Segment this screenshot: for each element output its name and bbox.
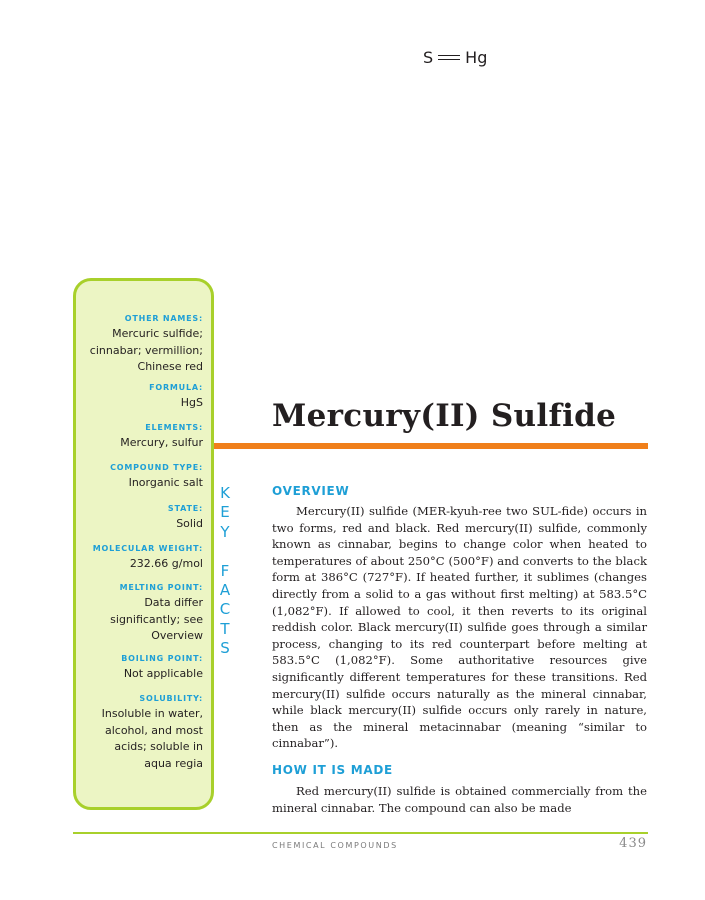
sulfur-atom: S xyxy=(423,48,434,67)
fact-label: MELTING POINT: xyxy=(119,583,203,592)
key-facts-vertical-title xyxy=(217,484,233,659)
fact-label: OTHER NAMES: xyxy=(124,314,203,323)
section-heading-overview: OVERVIEW xyxy=(272,484,350,498)
key-facts-letter: E xyxy=(220,503,230,522)
overview-paragraph: Mercury(II) sulfide (MER-kyuh-ree two SUL-fide) occurs in two forms, red and black. Red mercury(II) sulfide, commonly known as cinnabar, begins to change color when heated to temperatures of about 250°C (500°F) and converts to the black form at 386°C (727°F). If heated further, it sublimes (changes directly from a solid to a gas without first melting) at 583.5°C (1,082°F). If allowed to cool, it then reverts to its original reddish color. Black mercury(II) sulfide goes through a similar process, changing to its red counterpart before melting at 583.5°C (1,082°F). Some authoritative resources give significantly different temperatures for these transitions. Red mercury(II) sulfide occurs naturally as the mineral cinnabar, while black mercury(II) sulfide occurs only rarely in nature, then as the mineral metacinnabar (meaning “similar to cinnabar”). xyxy=(272,504,647,751)
fact-boiling-point xyxy=(121,653,203,683)
key-facts-letter: K xyxy=(220,484,230,502)
fact-state xyxy=(168,503,203,533)
key-facts-letter xyxy=(217,542,233,561)
key-facts-sidebar xyxy=(73,278,214,810)
fact-other-names xyxy=(90,313,203,376)
fact-label: BOILING POINT: xyxy=(121,654,203,663)
key-facts-letter: Y xyxy=(220,522,230,541)
key-facts-letter: F xyxy=(220,561,230,580)
fact-value: Not applicable xyxy=(123,667,203,680)
title-underline xyxy=(214,443,648,449)
page-title: Mercury(II) Sulfide xyxy=(272,398,617,434)
fact-value: HgS xyxy=(180,396,203,409)
fact-value: Solid xyxy=(176,517,203,530)
fact-compound-type xyxy=(110,462,203,492)
fact-elements xyxy=(120,422,203,452)
fact-value: Mercury, sulfur xyxy=(120,436,203,449)
fact-value: Insoluble in water, alcohol, and most acids; soluble in aqua regia xyxy=(101,707,203,770)
footer-book-title: CHEMICAL COMPOUNDS xyxy=(272,841,398,850)
fact-value: Inorganic salt xyxy=(128,476,203,489)
key-facts-letter: A xyxy=(219,580,231,599)
key-facts-letter: T xyxy=(220,619,230,638)
fact-label: MOLECULAR WEIGHT: xyxy=(92,544,203,553)
fact-label: ELEMENTS: xyxy=(145,423,203,432)
how-it-is-made-paragraph: Red mercury(II) sulfide is obtained commercially from the mineral cinnabar. The compound can also be made xyxy=(272,784,647,815)
mercury-atom: Hg xyxy=(465,48,488,67)
fact-melting-point xyxy=(110,582,203,645)
fact-value: Mercuric sulfide; cinnabar; vermillion; Chinese red xyxy=(89,327,203,373)
fact-value: 232.66 g/mol xyxy=(129,557,203,570)
key-facts-letter: C xyxy=(219,600,231,619)
page-number: 439 xyxy=(619,836,647,851)
fact-label: SOLUBILITY: xyxy=(139,694,203,703)
fact-formula xyxy=(149,382,203,412)
fact-solubility xyxy=(102,693,203,772)
structural-formula xyxy=(423,48,487,67)
fact-label: FORMULA: xyxy=(149,383,203,392)
key-facts-letter: S xyxy=(220,639,230,658)
double-bond xyxy=(438,55,460,60)
fact-molecular-weight xyxy=(93,543,203,573)
fact-value: Data differ significantly; see Overview xyxy=(110,596,203,642)
footer-rule xyxy=(73,832,648,834)
fact-label: COMPOUND TYPE: xyxy=(110,463,203,472)
section-heading-how-it-is-made: HOW IT IS MADE xyxy=(272,763,393,777)
fact-label: STATE: xyxy=(167,504,203,513)
